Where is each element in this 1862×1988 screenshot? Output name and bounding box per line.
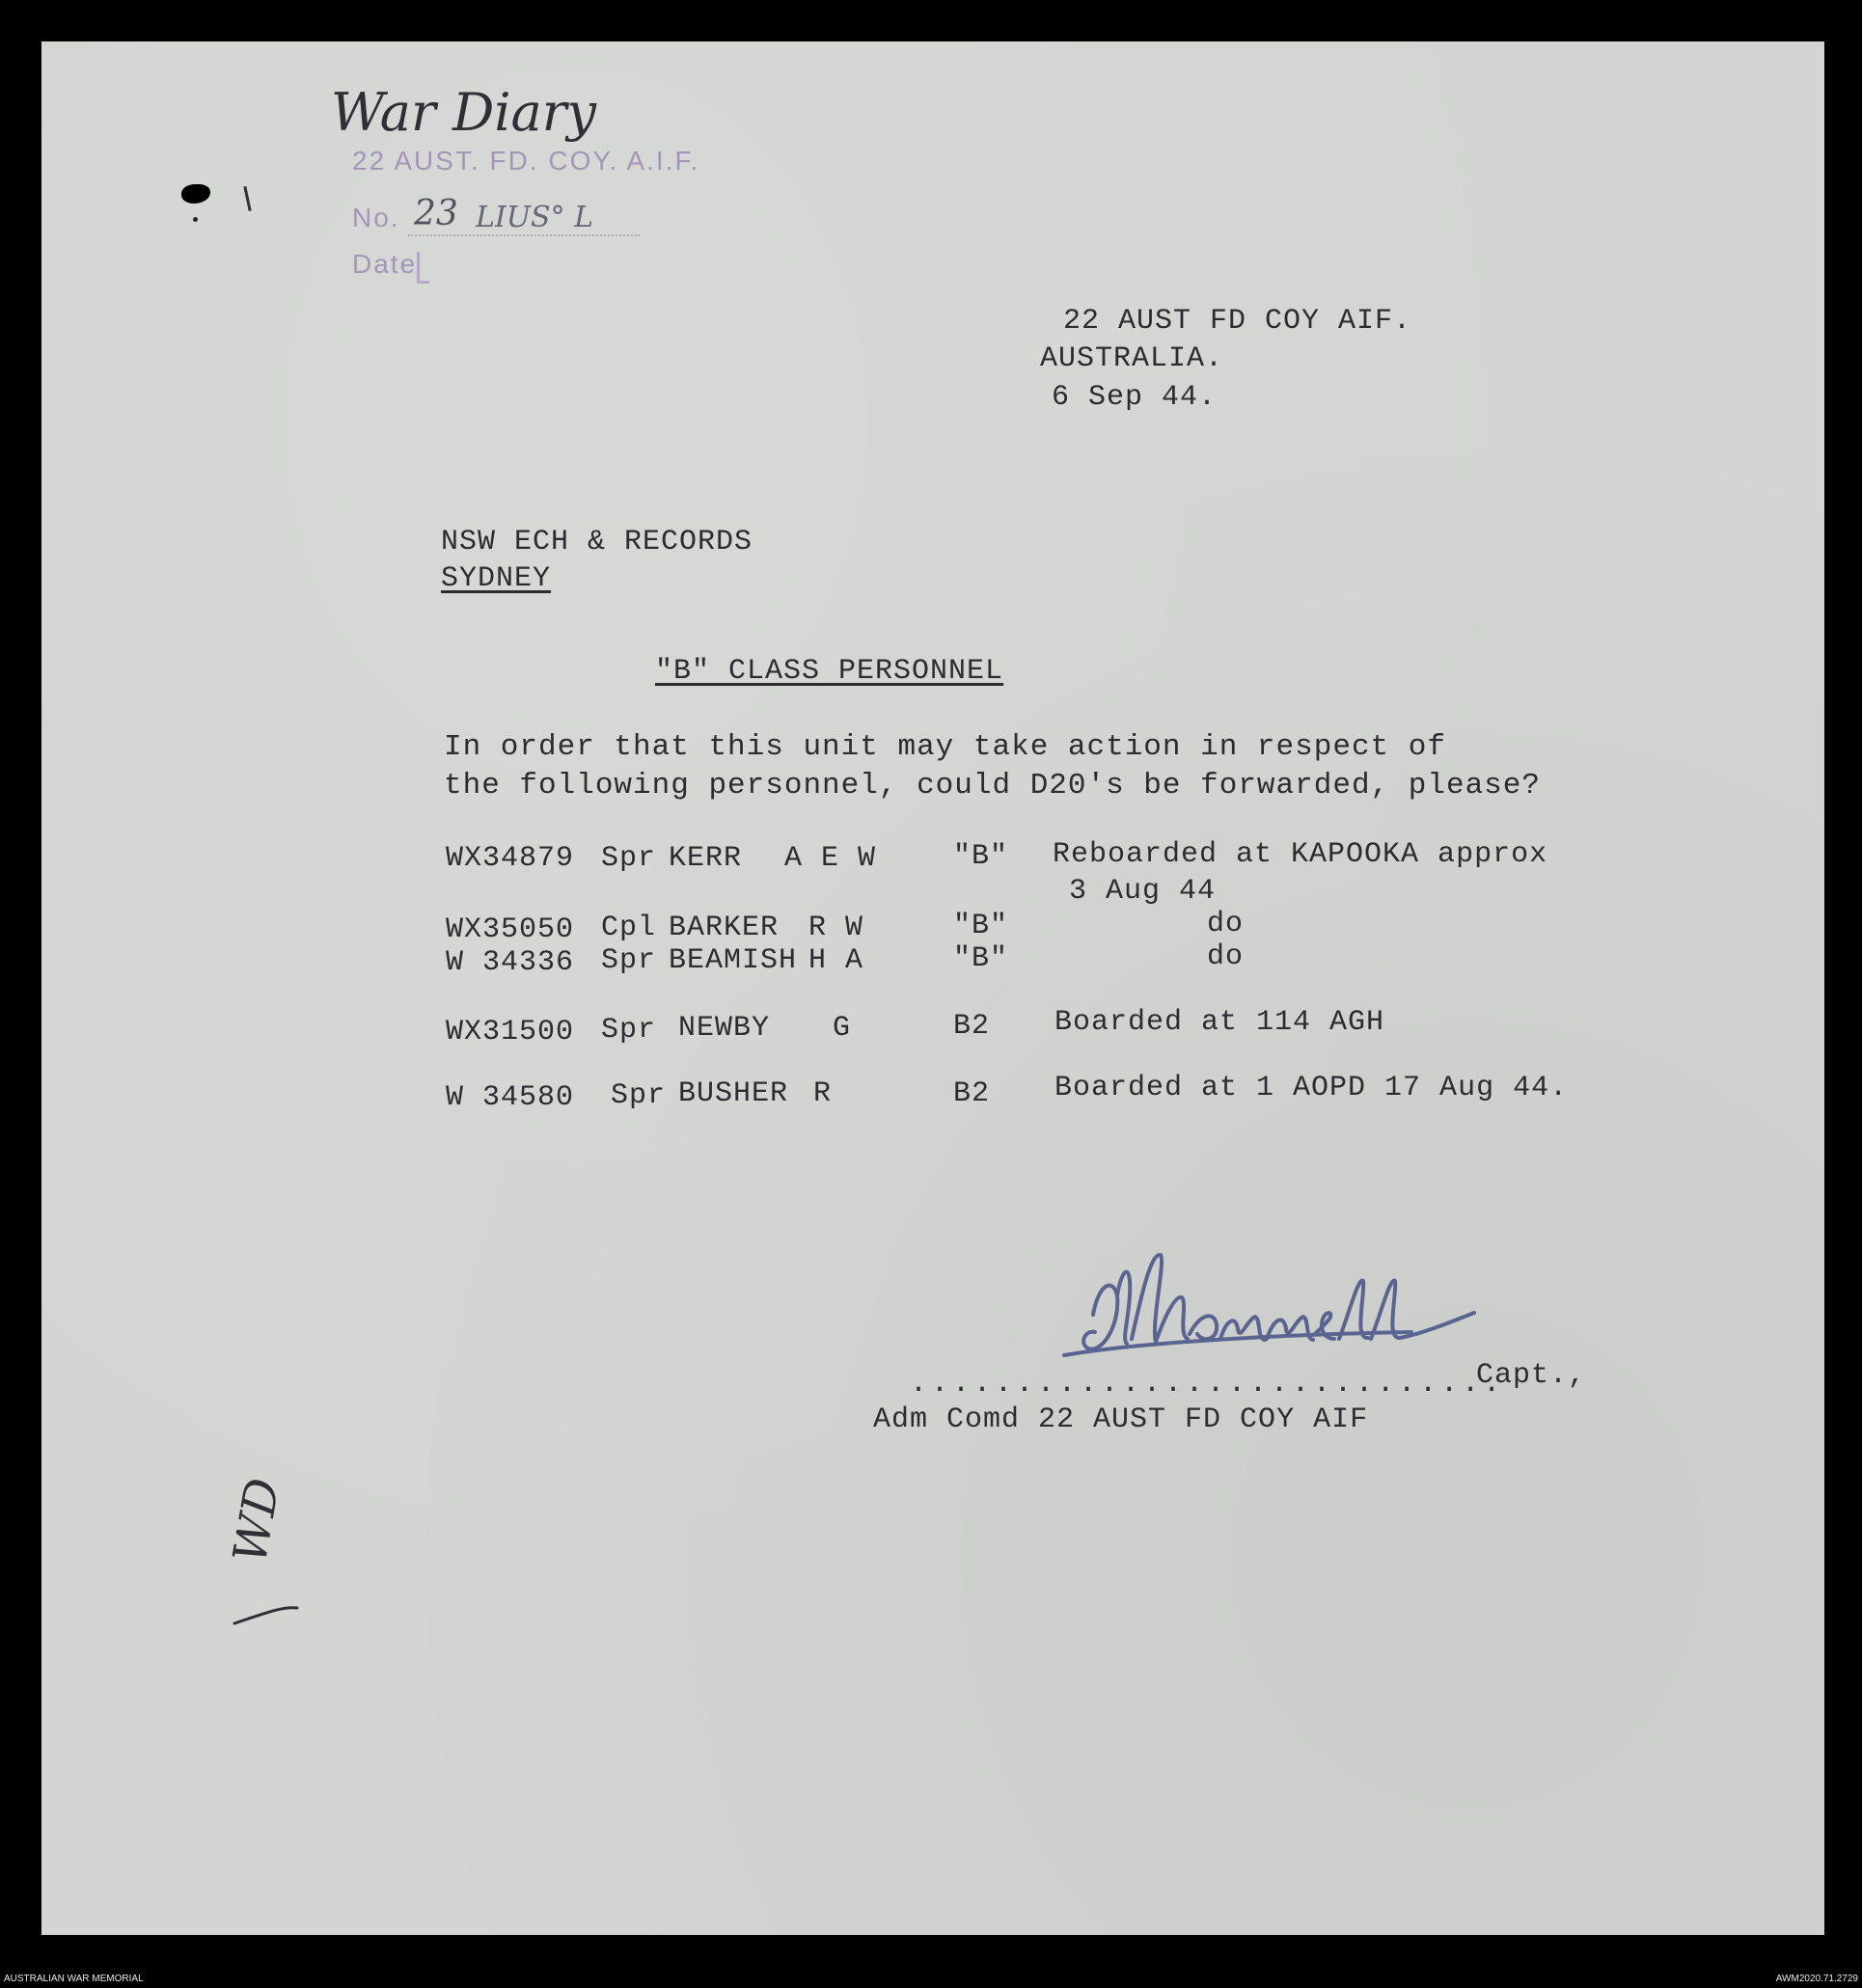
personnel-rank: Spr [601, 842, 657, 875]
wd-underline-stroke [41, 41, 1824, 1935]
personnel-remark: Boarded at 114 AGH [1054, 1006, 1385, 1039]
stamp-number-extra: LIUS° L [476, 201, 594, 234]
personnel-initials: G [833, 1012, 852, 1045]
archive-reference: AWM2020.71.2729 [1775, 1974, 1858, 1984]
personnel-number: WX31500 [446, 1016, 575, 1048]
personnel-number: WX34879 [446, 842, 575, 875]
personnel-remark: Reboarded at KAPOOKA approx [1053, 838, 1548, 871]
addressee-line-2: SYDNEY [441, 562, 552, 595]
stamp-unit-line: 22 AUST. FD. COY. A.I.F. [352, 146, 700, 176]
document-page [41, 41, 1824, 1935]
personnel-remark: do [1207, 908, 1245, 940]
personnel-number: W 34336 [446, 946, 575, 979]
personnel-initials: R [813, 1077, 833, 1110]
personnel-number: W 34580 [446, 1081, 575, 1114]
personnel-class: "B" [953, 840, 1009, 873]
personnel-initials: R W [808, 912, 864, 944]
personnel-name: BARKER [669, 912, 780, 944]
personnel-name: NEWBY [678, 1012, 771, 1045]
personnel-class: B2 [953, 1077, 991, 1110]
signature-appointment: Adm Comd 22 AUST FD COY AIF [873, 1403, 1369, 1436]
personnel-initials: H A [808, 944, 864, 977]
signature-dotted-line: ............................ [910, 1368, 1505, 1401]
body-line-1: In order that this unit may take action in respect of [444, 730, 1446, 764]
personnel-rank: Spr [611, 1079, 667, 1112]
personnel-number: WX35050 [446, 913, 575, 946]
stamp-number-value: 23 [414, 194, 458, 233]
personnel-name: KERR [669, 842, 743, 875]
handwritten-war-diary-note: War Diary [331, 82, 597, 143]
signature-rank: Capt., [1476, 1359, 1587, 1392]
personnel-rank: Spr [601, 1014, 657, 1047]
body-line-2: the following personnel, could D20's be forwarded, please? [444, 769, 1541, 803]
personnel-rank: Cpl [601, 912, 657, 944]
addressee-line-1: NSW ECH & RECORDS [441, 526, 753, 558]
personnel-remark: Boarded at 1 AOPD 17 Aug 44. [1054, 1072, 1569, 1104]
personnel-initials: A E W [784, 842, 877, 875]
personnel-name: BEAMISH [669, 944, 798, 977]
sender-unit: 22 AUST FD COY AIF. [1063, 305, 1412, 338]
personnel-name: BUSHER [678, 1077, 789, 1110]
stamp-date-label: Date [352, 249, 418, 279]
personnel-class: "B" [953, 942, 1009, 975]
personnel-class: B2 [953, 1010, 991, 1043]
sender-country: AUSTRALIA. [1040, 342, 1224, 375]
stamp-number-label: No. [352, 203, 400, 232]
subject-heading: "B" CLASS PERSONNEL [655, 655, 1004, 688]
personnel-rank: Spr [601, 944, 657, 977]
personnel-remark-continued: 3 Aug 44 [1069, 875, 1217, 908]
handwritten-wd-mark: WD [223, 1474, 291, 1567]
letter-date: 6 Sep 44. [1052, 381, 1218, 414]
personnel-class: "B" [953, 910, 1009, 942]
personnel-remark: do [1207, 940, 1245, 973]
archive-credit: AUSTRALIAN WAR MEMORIAL [4, 1974, 144, 1984]
